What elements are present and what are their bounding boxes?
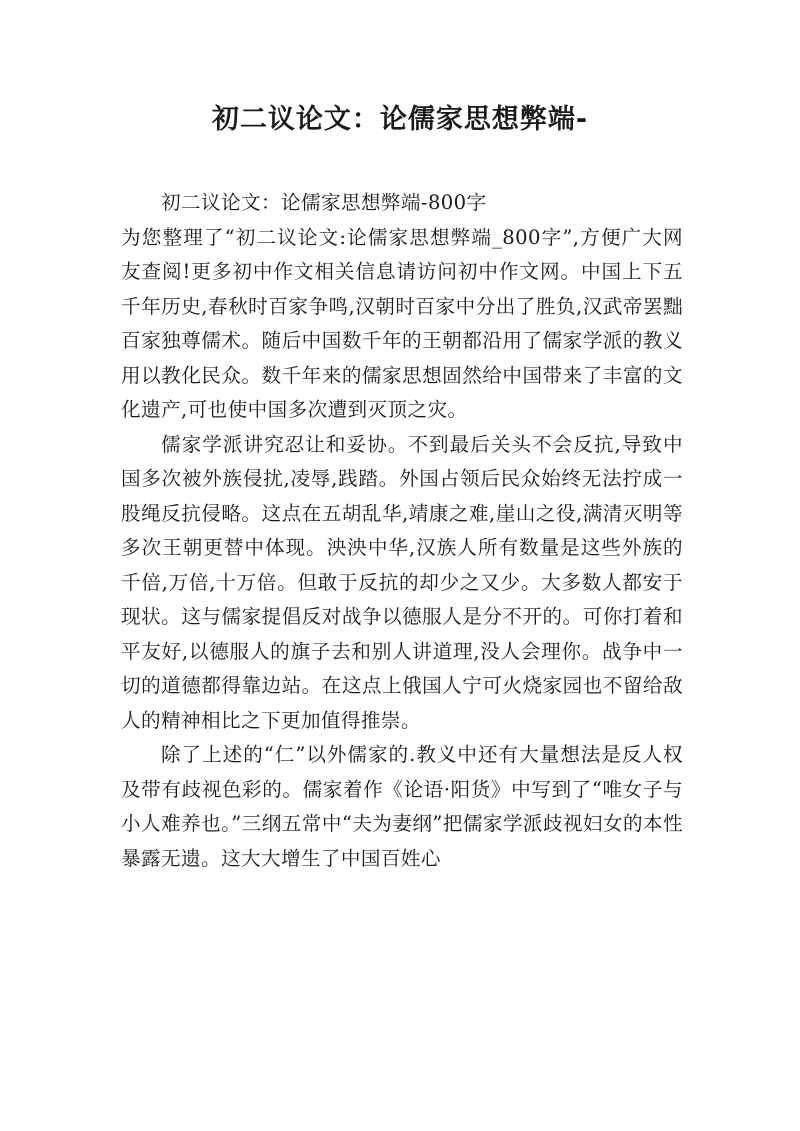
body-paragraph-3: 除了上述的“仁”以外儒家的.教义中还有大量想法是反人权及带有歧视色彩的。儒家着作《论语·阳货》中写到了“唯女子与小人难养也。”三纲五常中“夫为妻纲”把儒家学派歧视妇女的本性暴露无遗。这大大增生了中国百姓心 [121, 743, 683, 870]
document-body [121, 186, 683, 876]
body-paragraph-1: 为您整理了“初二议论文:论儒家思想弊端_800字”,方便广大网友查阅!更多初中作文相关信息请访问初中作文网。中国上下五千年历史,春秋时百家争鸣,汉朝时百家中分出了胜负,汉武帝罢黜百家独尊儒术。随后中国数千年的王朝都沿用了儒家学派的教义用以教化民众。数千年来的儒家思想固然给中国带来了丰富的文化遗产,可也使中国多次遭到灭顶之灾。 [121, 225, 683, 421]
subtitle-paragraph: 初二议论文：论儒家思想弊端-800字 [161, 191, 487, 214]
body-paragraph-2: 儒家学派讲究忍让和妥协。不到最后关头不会反抗,导致中国多次被外族侵扰,凌辱,践踏。外国占领后民众始终无法拧成一股绳反抗侵略。这点在五胡乱华,靖康之难,崖山之役,满清灭明等多次王朝更替中体现。泱泱中华,汉族人所有数量是这些外族的千倍,万倍,十万倍。但敢于反抗的却少之又少。大多数人都安于现状。这与儒家提倡反对战争以德服人是分不开的。可你打着和平友好,以德服人的旗子去和别人讲道理,没人会理你。战争中一切的道德都得靠边站。在这点上俄国人宁可火烧家园也不留给敌人的精神相比之下更加值得推崇。 [121, 432, 683, 732]
document-title: 初二议论文：论儒家思想弊端- [211, 104, 589, 135]
